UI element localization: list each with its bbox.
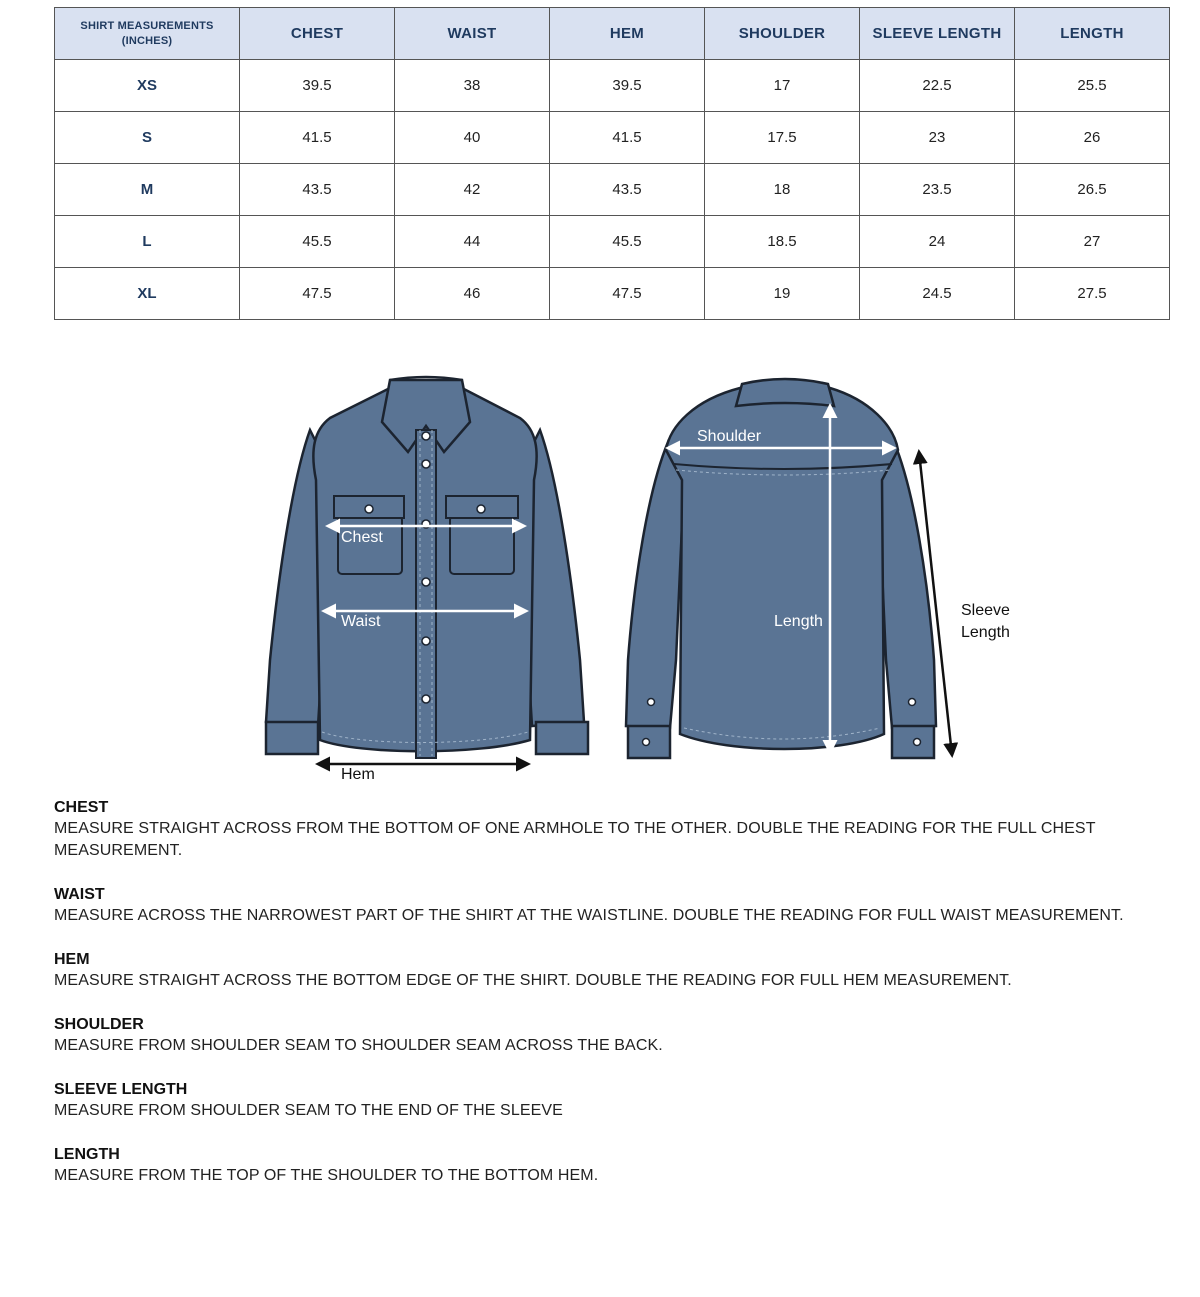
table-cell: 26.5	[1015, 164, 1170, 216]
table-cell: 38	[395, 60, 550, 112]
instruction-text: MEASURE FROM SHOULDER SEAM TO SHOULDER SEAM ACROSS THE BACK.	[54, 1037, 663, 1054]
back-collar	[736, 379, 834, 406]
table-cell: 43.5	[550, 164, 705, 216]
table-row	[55, 164, 1170, 216]
table-cell: 18	[705, 164, 860, 216]
instruction-chest	[54, 797, 1184, 862]
table-cell: 43.5	[240, 164, 395, 216]
instruction-title: LENGTH	[54, 1146, 120, 1163]
table-cell: 40	[395, 112, 550, 164]
instruction-title: SHOULDER	[54, 1016, 144, 1033]
column-header-waist: WAIST	[395, 8, 550, 60]
instruction-hem	[54, 949, 1184, 992]
table-cell: 17	[705, 60, 860, 112]
length-label: Length	[774, 613, 823, 630]
column-header-sleeve-length: SLEEVE LENGTH	[860, 8, 1015, 60]
sleeve-length-label-line2: Length	[961, 624, 1010, 641]
instruction-text: MEASURE FROM SHOULDER SEAM TO THE END OF THE SLEEVE	[54, 1102, 563, 1119]
size-label: XS	[55, 60, 240, 112]
instruction-waist	[54, 884, 1184, 927]
front-shirt-illustration	[266, 377, 588, 758]
shirt-measurement-diagram	[230, 330, 1030, 790]
measurement-instructions	[54, 797, 1184, 1209]
table-row	[55, 112, 1170, 164]
table-cell: 42	[395, 164, 550, 216]
front-right-cuff	[536, 722, 588, 754]
corner-label: SHIRT MEASUREMENTS	[80, 19, 214, 32]
front-placket	[416, 430, 436, 758]
column-header-length: LENGTH	[1015, 8, 1170, 60]
table-cell: 24	[860, 216, 1015, 268]
instruction-text: MEASURE STRAIGHT ACROSS THE BOTTOM EDGE OF THE SHIRT. DOUBLE THE READING FOR FULL HEM MEASUREMENT.	[54, 972, 1012, 989]
instruction-text: MEASURE FROM THE TOP OF THE SHOULDER TO THE BOTTOM HEM.	[54, 1167, 599, 1184]
instruction-shoulder	[54, 1014, 1184, 1057]
back-right-sleeve	[878, 442, 936, 728]
table-cell: 22.5	[860, 60, 1015, 112]
table-cell: 23	[860, 112, 1015, 164]
table-cell: 45.5	[240, 216, 395, 268]
hem-label: Hem	[341, 766, 375, 783]
corner-unit: (INCHES)	[121, 34, 173, 47]
table-cell: 26	[1015, 112, 1170, 164]
table-corner-header	[55, 8, 240, 60]
size-label: XL	[55, 268, 240, 320]
table-cell: 41.5	[240, 112, 395, 164]
instruction-title: CHEST	[54, 799, 109, 816]
waist-label: Waist	[341, 613, 381, 630]
back-shirt-illustration	[626, 379, 936, 758]
size-label: S	[55, 112, 240, 164]
sleeve-length-label-line1: Sleeve	[961, 602, 1010, 619]
table-cell: 23.5	[860, 164, 1015, 216]
table-cell: 39.5	[240, 60, 395, 112]
table-cell: 18.5	[705, 216, 860, 268]
size-chart-table	[54, 7, 1170, 320]
column-header-hem: HEM	[550, 8, 705, 60]
table-cell: 17.5	[705, 112, 860, 164]
table-header-row	[55, 8, 1170, 60]
instruction-sleeve-length	[54, 1079, 1184, 1122]
table-cell: 24.5	[860, 268, 1015, 320]
instruction-length	[54, 1144, 1184, 1187]
size-label: M	[55, 164, 240, 216]
back-left-sleeve	[626, 442, 684, 728]
table-cell: 41.5	[550, 112, 705, 164]
table-row	[55, 216, 1170, 268]
column-header-chest: CHEST	[240, 8, 395, 60]
table-cell: 47.5	[240, 268, 395, 320]
column-header-shoulder: SHOULDER	[705, 8, 860, 60]
instruction-title: SLEEVE LENGTH	[54, 1081, 188, 1098]
instruction-text: MEASURE ACROSS THE NARROWEST PART OF THE SHIRT AT THE WAISTLINE. DOUBLE THE READING FOR FULL WAIST MEASUREMENT.	[54, 907, 1124, 924]
table-cell: 27.5	[1015, 268, 1170, 320]
table-row	[55, 268, 1170, 320]
front-left-cuff	[266, 722, 318, 754]
front-right-pocket	[450, 516, 514, 574]
table-cell: 46	[395, 268, 550, 320]
table-cell: 19	[705, 268, 860, 320]
instruction-title: WAIST	[54, 886, 105, 903]
table-cell: 45.5	[550, 216, 705, 268]
table-cell: 25.5	[1015, 60, 1170, 112]
table-cell: 44	[395, 216, 550, 268]
table-row	[55, 60, 1170, 112]
table-cell: 47.5	[550, 268, 705, 320]
size-label: L	[55, 216, 240, 268]
chest-label: Chest	[341, 529, 383, 546]
instruction-text: MEASURE STRAIGHT ACROSS FROM THE BOTTOM OF ONE ARMHOLE TO THE OTHER. DOUBLE THE READING FOR THE FULL CHEST MEASUREMENT.	[54, 820, 1096, 859]
table-cell: 39.5	[550, 60, 705, 112]
instruction-title: HEM	[54, 951, 90, 968]
table-cell: 27	[1015, 216, 1170, 268]
shoulder-label: Shoulder	[697, 428, 762, 445]
